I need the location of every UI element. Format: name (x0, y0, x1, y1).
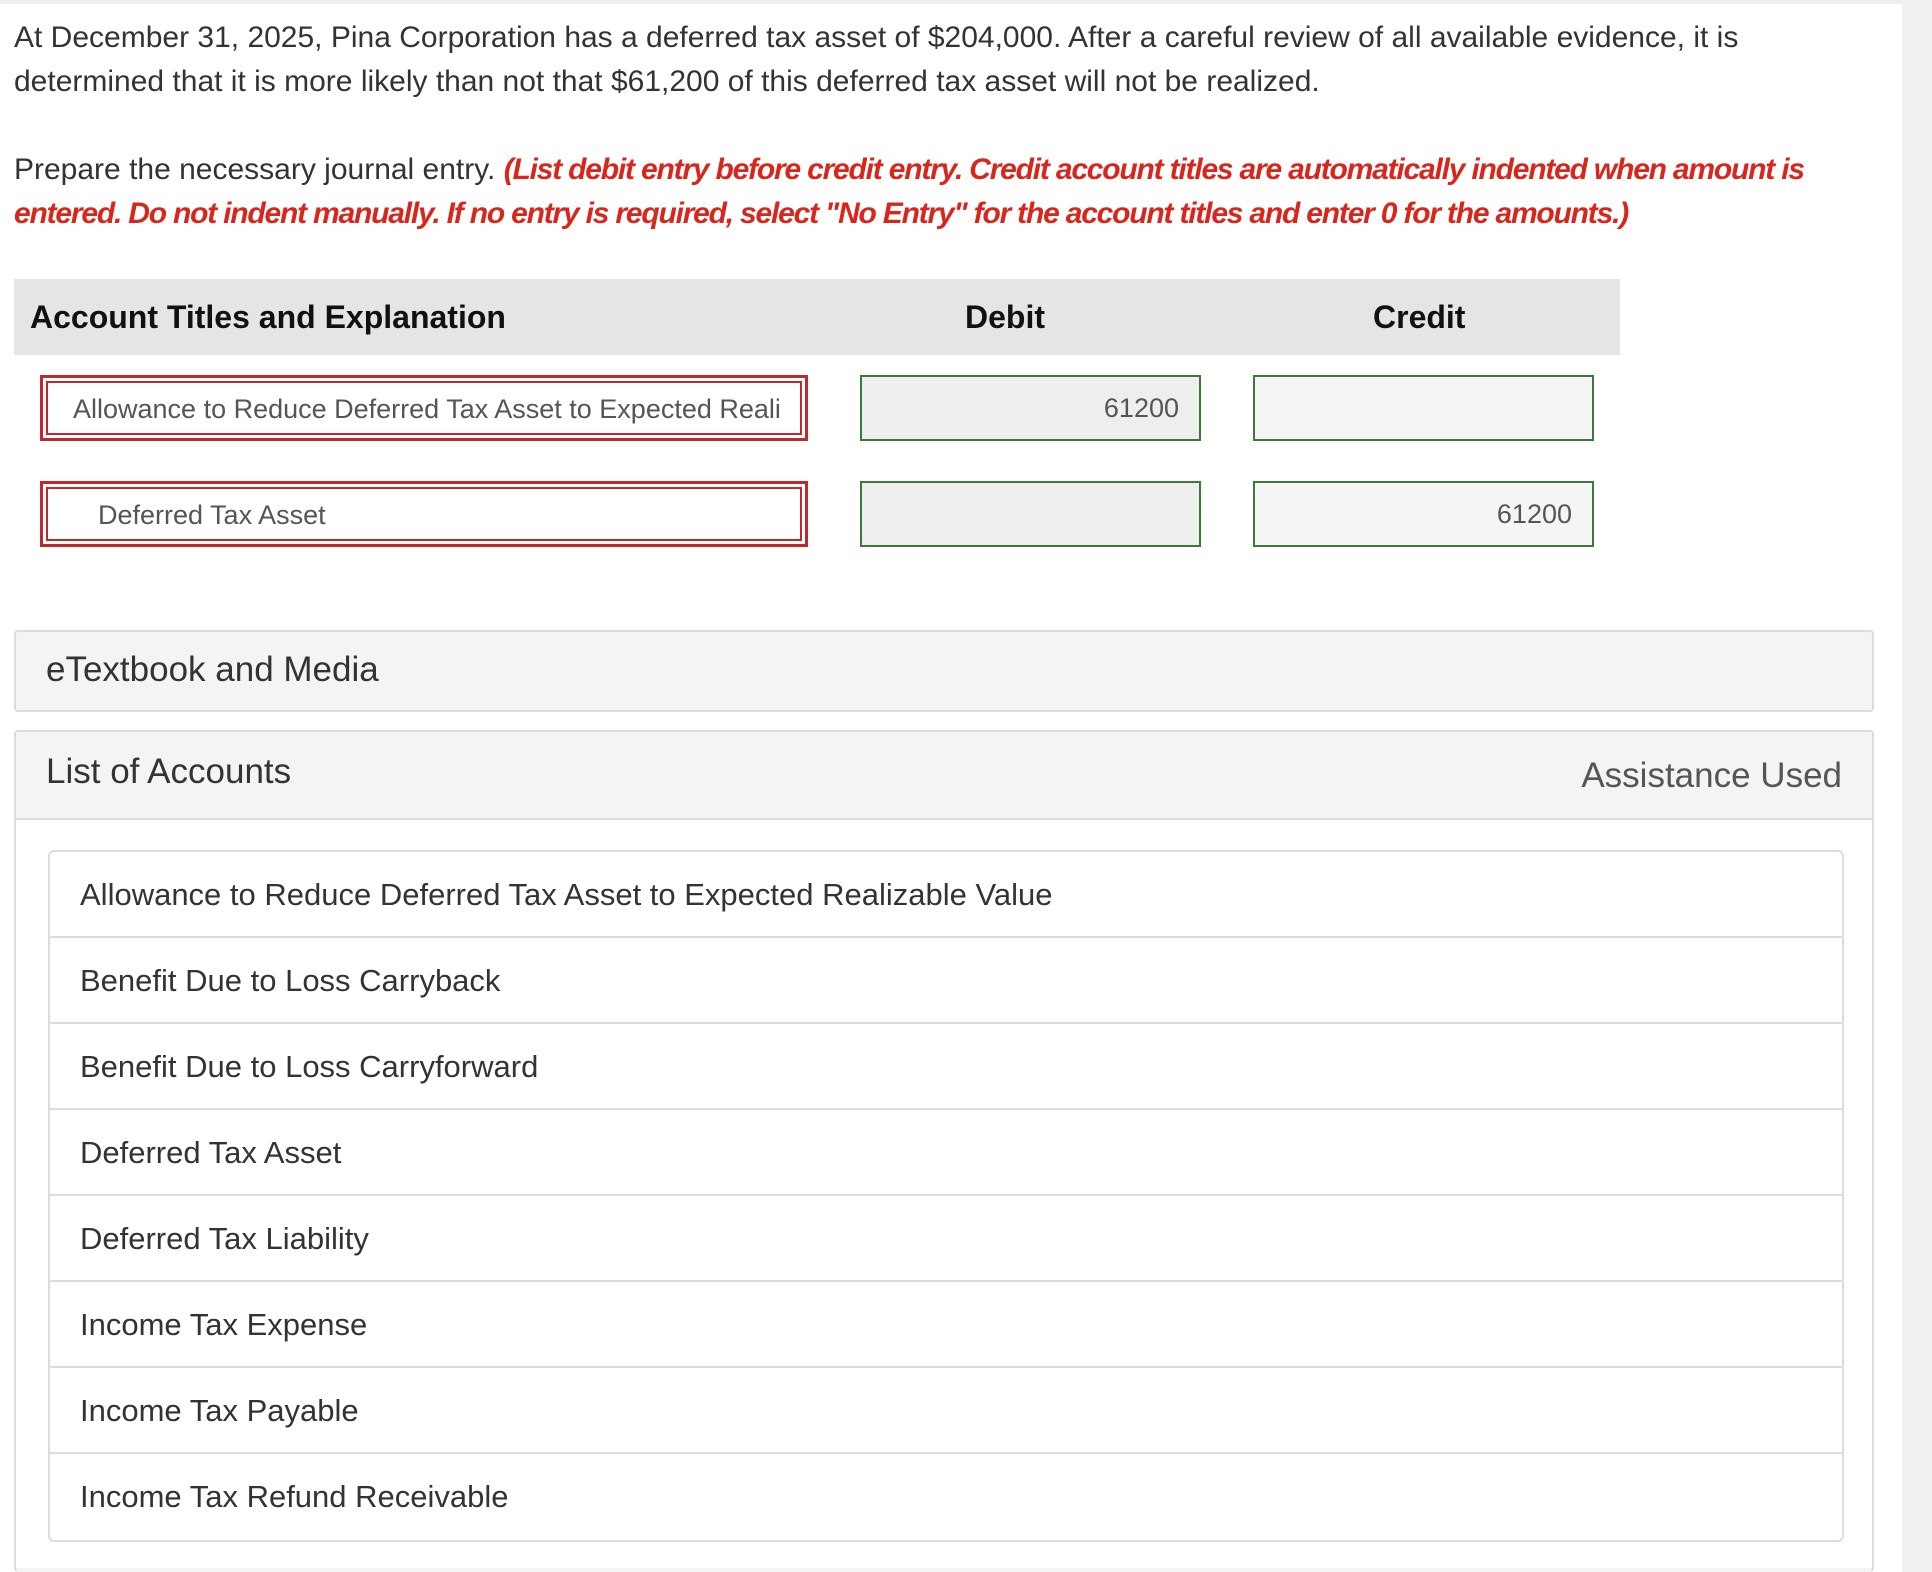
top-divider (0, 0, 1902, 4)
journal-table-header (14, 279, 1620, 355)
list-of-accounts-title[interactable]: List of Accounts (46, 752, 292, 791)
list-of-accounts-body (16, 818, 1872, 1568)
etextbook-panel[interactable] (14, 630, 1874, 712)
list-item: Deferred Tax Liability (50, 1196, 1842, 1282)
credit-input-1[interactable] (1253, 375, 1594, 441)
credit-input-2[interactable]: 61200 (1253, 481, 1594, 547)
etextbook-title: eTextbook and Media (46, 650, 379, 689)
list-item: Income Tax Refund Receivable (80, 1479, 509, 1514)
account-title-select-1[interactable] (40, 375, 808, 441)
list-item: Deferred Tax Asset (50, 1110, 1842, 1196)
accounts-list (48, 850, 1844, 1542)
header-account-titles: Account Titles and Explanation (30, 299, 506, 335)
list-item: Income Tax Expense (50, 1282, 1842, 1368)
account-title-select-2[interactable] (40, 481, 808, 547)
list-item: Benefit Due to Loss Carryback (50, 938, 1842, 1024)
list-item: Allowance to Reduce Deferred Tax Asset to Expected Realizable Value (50, 852, 1842, 938)
account-title-value-1: Allowance to Reduce Deferred Tax Asset to Expected Reali (46, 381, 802, 435)
instruction (14, 148, 1844, 236)
instruction-note: (List debit entry before credit entry. Credit account titles are automatically indented when amount is entered. Do not indent manually. If no entry is required, select "No Entry" for the account titles and enter 0 for the amounts.) (14, 153, 1804, 230)
list-of-accounts-panel (14, 730, 1874, 1572)
header-debit: Debit (965, 299, 1045, 335)
account-title-value-2: Deferred Tax Asset (46, 487, 802, 541)
scrollbar[interactable] (1902, 0, 1932, 1572)
debit-input-1[interactable]: 61200 (860, 375, 1201, 441)
list-item: Benefit Due to Loss Carryforward (50, 1024, 1842, 1110)
instruction-lead: Prepare the necessary journal entry. (14, 153, 496, 186)
assistance-used-label: Assistance Used (1581, 756, 1842, 795)
debit-input-2[interactable] (860, 481, 1201, 547)
problem-statement: At December 31, 2025, Pina Corporation has a deferred tax asset of $204,000. After a careful review of all available evidence, it is determined that it is more likely than not that $61,200 of this deferred tax asset will not be realized. (14, 21, 1739, 98)
header-credit: Credit (1373, 299, 1466, 335)
list-item: Income Tax Payable (50, 1368, 1842, 1454)
